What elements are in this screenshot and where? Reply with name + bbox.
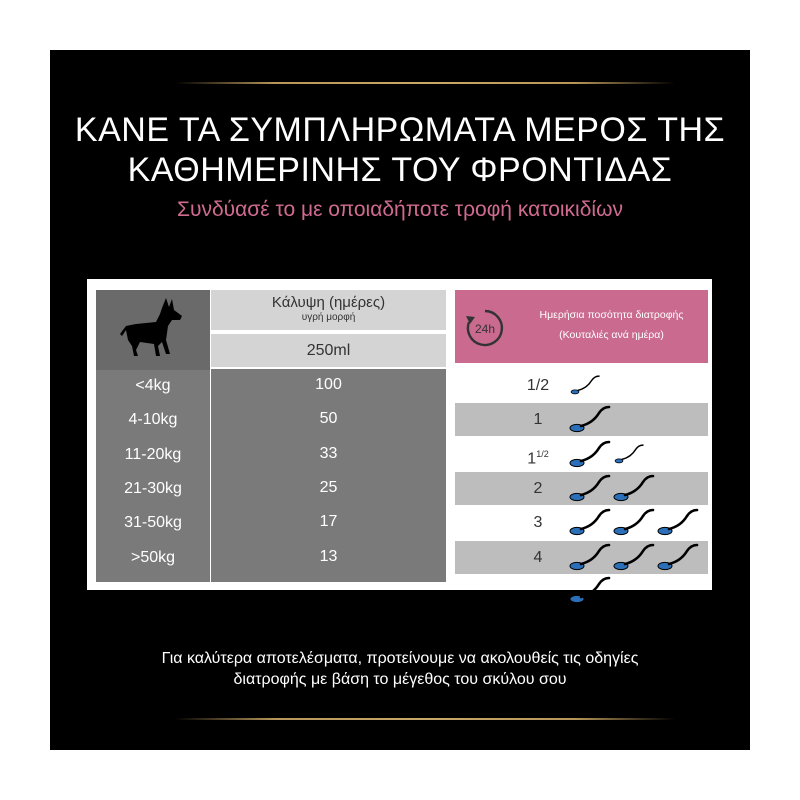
days-cell: 50 [319, 410, 338, 428]
spoon-icon [569, 369, 602, 402]
portion-main: 1/2 [526, 377, 550, 394]
dog-header [96, 290, 210, 370]
daily-portion-header [455, 290, 708, 363]
daily-header-line-2: (Κουταλιές ανά ημέρα) [559, 329, 664, 341]
spoon-icon [569, 506, 613, 539]
days-cell: 25 [319, 478, 338, 496]
infographic-panel [50, 50, 750, 750]
portion-main: 3 [533, 514, 543, 532]
coverage-header-subtitle: υγρή μορφή [301, 312, 356, 323]
portion-main: 2 [533, 479, 543, 497]
spoon-group [569, 541, 708, 574]
spoon-icon [569, 574, 613, 607]
weight-cell: 21-30kg [124, 479, 182, 497]
weight-list [96, 370, 210, 582]
portion-row [455, 472, 708, 505]
days-cell: 17 [319, 513, 338, 531]
spoon-icon [657, 506, 701, 539]
portion-main: 4 [533, 548, 543, 566]
spoon-icon [613, 506, 657, 539]
bottom-divider [175, 718, 675, 720]
weight-cell: 4-10kg [128, 411, 178, 429]
spoon-icon [569, 541, 613, 574]
coverage-header-title: Κάλυψη (ημέρες) [271, 294, 386, 311]
portion-value [515, 369, 561, 402]
portion-row [455, 369, 708, 402]
spoon-icon [613, 438, 646, 471]
spoon-icon [569, 403, 613, 436]
daily-header-line-1: Ημερήσια ποσότητα διατροφής [539, 309, 684, 321]
portion-row [455, 403, 708, 436]
portion-value [515, 506, 561, 539]
heading-line-2: ΚΑΘΗΜΕΡΙΝΗΣ ΤΟΥ ΦΡΟΝΤΙΔΑΣ [127, 151, 673, 189]
spoon-icon [613, 472, 657, 505]
weight-column [96, 290, 210, 582]
footer-line-1: Για καλύτερα αποτελέσματα, προτείνουμε να ακολουθείς τις οδηγίες [161, 650, 639, 667]
heading-line-1: ΚΑΝΕ ΤΑ ΣΥΜΠΛΗΡΩΜΑΤΑ ΜΕΡΟΣ ΤΗΣ [74, 111, 726, 149]
portion-value [515, 403, 561, 436]
days-column [211, 369, 446, 582]
portion-main: 1 [527, 449, 537, 467]
spoon-icon [569, 438, 613, 471]
portion-row [455, 541, 708, 574]
dog-icon [96, 290, 210, 370]
days-cell: 13 [319, 547, 338, 565]
spoon-group [569, 506, 701, 539]
days-cell: 33 [319, 444, 338, 462]
portion-value [515, 541, 561, 574]
portion-row [455, 438, 708, 471]
portion-main: 1 [533, 411, 543, 429]
portion-row [455, 506, 708, 539]
portion-value [515, 438, 561, 475]
top-divider [175, 82, 675, 84]
spoon-icon [657, 541, 701, 574]
dosage-table [87, 279, 712, 590]
coverage-header [211, 290, 446, 330]
weight-cell: 11-20kg [124, 445, 182, 463]
footer-note [50, 648, 750, 690]
spoon-group [569, 369, 602, 402]
weight-cell: >50kg [130, 548, 176, 566]
spoon-icon [569, 472, 613, 505]
spoon-group [569, 472, 657, 505]
portion-value [515, 472, 561, 505]
days-cell: 100 [315, 376, 342, 393]
volume-label: 250ml [211, 334, 446, 367]
spoon-group [569, 438, 646, 471]
subtitle: Συνδύασέ το με οποιαδήποτε τροφή κατοικιδίων [177, 198, 623, 221]
spoon-group [569, 403, 613, 436]
weight-cell: 31-50kg [124, 514, 182, 532]
weight-cell: <4kg [135, 377, 171, 394]
clock-24h-icon [463, 306, 507, 350]
svg-text:24h: 24h [474, 322, 496, 336]
footer-line-2: διατροφής με βάση το μέγεθος του σκύλου σου [233, 671, 567, 688]
spoon-icon [613, 541, 657, 574]
portion-fraction: 1/2 [536, 448, 549, 459]
